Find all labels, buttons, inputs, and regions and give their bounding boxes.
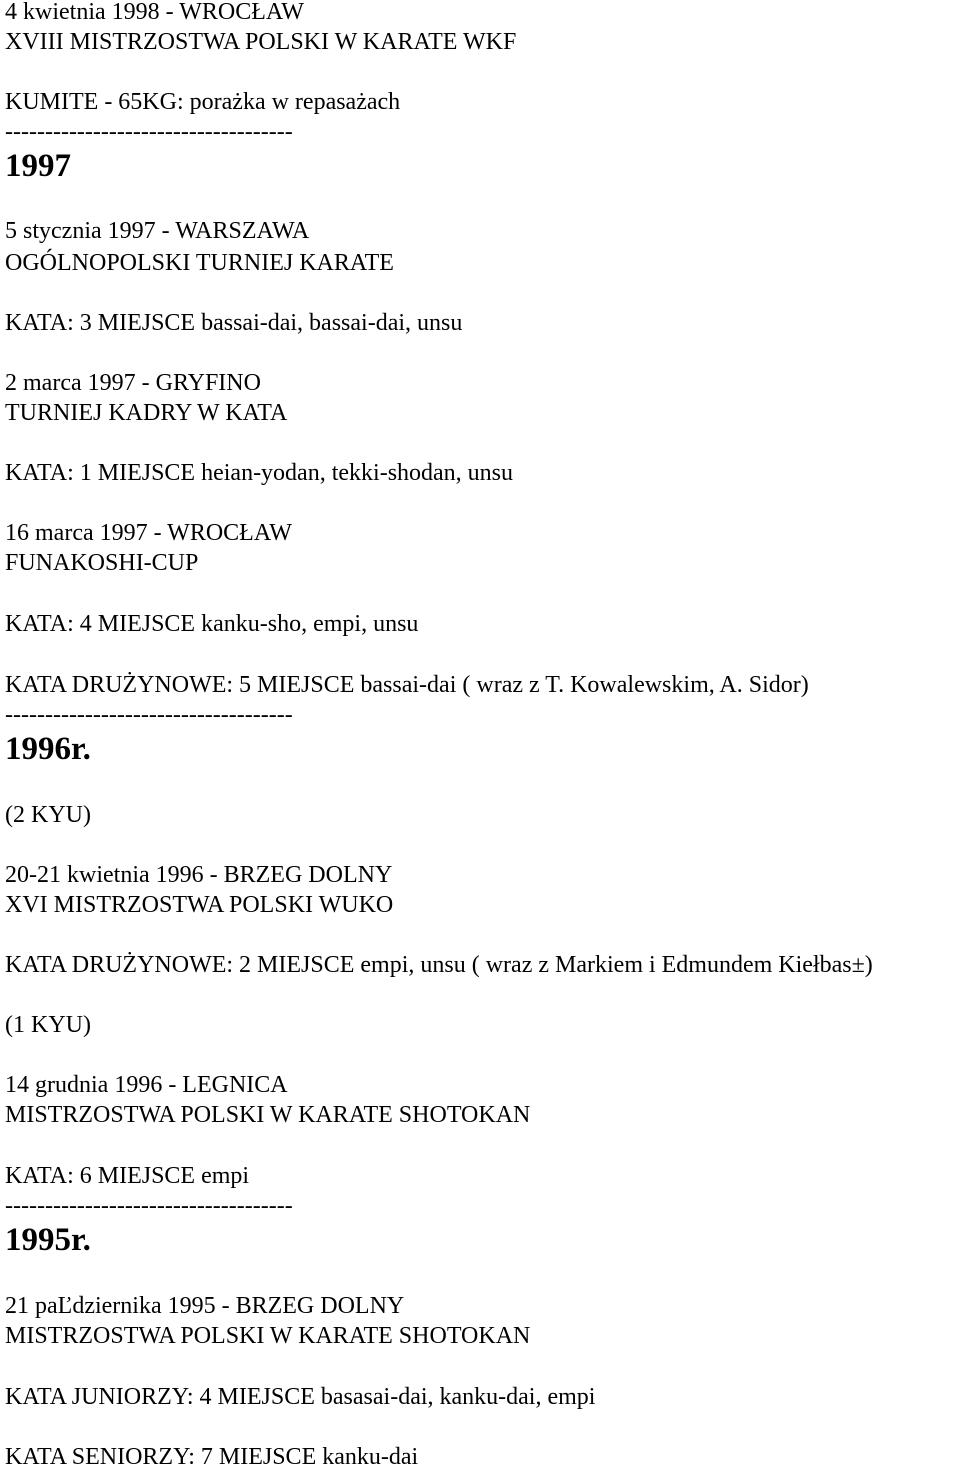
event-title-line: OGÓLNOPOLSKI TURNIEJ KARATE — [5, 250, 394, 276]
event-date-line: 2 marca 1997 - GRYFINO — [5, 370, 261, 396]
result-line: KATA: 1 MIEJSCE heian-yodan, tekki-shodan, unsu — [5, 460, 514, 486]
event-title-line: FUNAKOSHI-CUP — [5, 550, 199, 576]
event-title-line: XVI MISTRZOSTWA POLSKI WUKO — [5, 892, 394, 918]
result-line: KATA: 4 MIEJSCE kanku-sho, empi, unsu — [5, 611, 419, 637]
result-line: KATA DRUŻYNOWE: 2 MIEJSCE empi, unsu ( wraz z Markiem i Edmundem Kiełbas±) — [5, 952, 873, 978]
event-date-line: 20-21 kwietnia 1996 - BRZEG DOLNY — [5, 862, 393, 888]
event-date-line: 16 marca 1997 - WROCŁAW — [5, 520, 292, 546]
separator-line: ------------------------------------ — [5, 1193, 293, 1219]
result-line: KATA DRUŻYNOWE: 5 MIEJSCE bassai-dai ( wraz z T. Kowalewskim, A. Sidor) — [5, 672, 809, 698]
event-title-line: XVIII MISTRZOSTWA POLSKI W KARATE WKF — [5, 29, 517, 55]
separator-line: ------------------------------------ — [5, 119, 293, 145]
event-date-line: 5 stycznia 1997 - WARSZAWA — [5, 218, 310, 244]
event-title-line: TURNIEJ KADRY W KATA — [5, 400, 288, 426]
result-line: KATA: 6 MIEJSCE empi — [5, 1163, 250, 1189]
rank-line: (2 KYU) — [5, 802, 91, 828]
event-title-line: MISTRZOSTWA POLSKI W KARATE SHOTOKAN — [5, 1323, 531, 1349]
result-line: KATA SENIORZY: 7 MIEJSCE kanku-dai — [5, 1444, 419, 1470]
result-line: KATA: 3 MIEJSCE bassai-dai, bassai-dai, unsu — [5, 310, 463, 336]
separator-line: ------------------------------------ — [5, 702, 293, 728]
event-title-line: MISTRZOSTWA POLSKI W KARATE SHOTOKAN — [5, 1102, 531, 1128]
event-date-line: 14 grudnia 1996 - LEGNICA — [5, 1072, 288, 1098]
rank-line: (1 KYU) — [5, 1012, 91, 1038]
result-line: KATA JUNIORZY: 4 MIEJSCE basasai-dai, kanku-dai, empi — [5, 1384, 596, 1410]
year-heading: 1996r. — [5, 731, 91, 767]
event-date-line: 4 kwietnia 1998 - WROCŁAW — [5, 0, 304, 25]
result-line: KUMITE - 65KG: porażka w repasażach — [5, 89, 401, 115]
event-date-line: 21 paĽdziernika 1995 - BRZEG DOLNY — [5, 1293, 405, 1319]
year-heading: 1995r. — [5, 1222, 91, 1258]
year-heading: 1997 — [5, 148, 71, 184]
